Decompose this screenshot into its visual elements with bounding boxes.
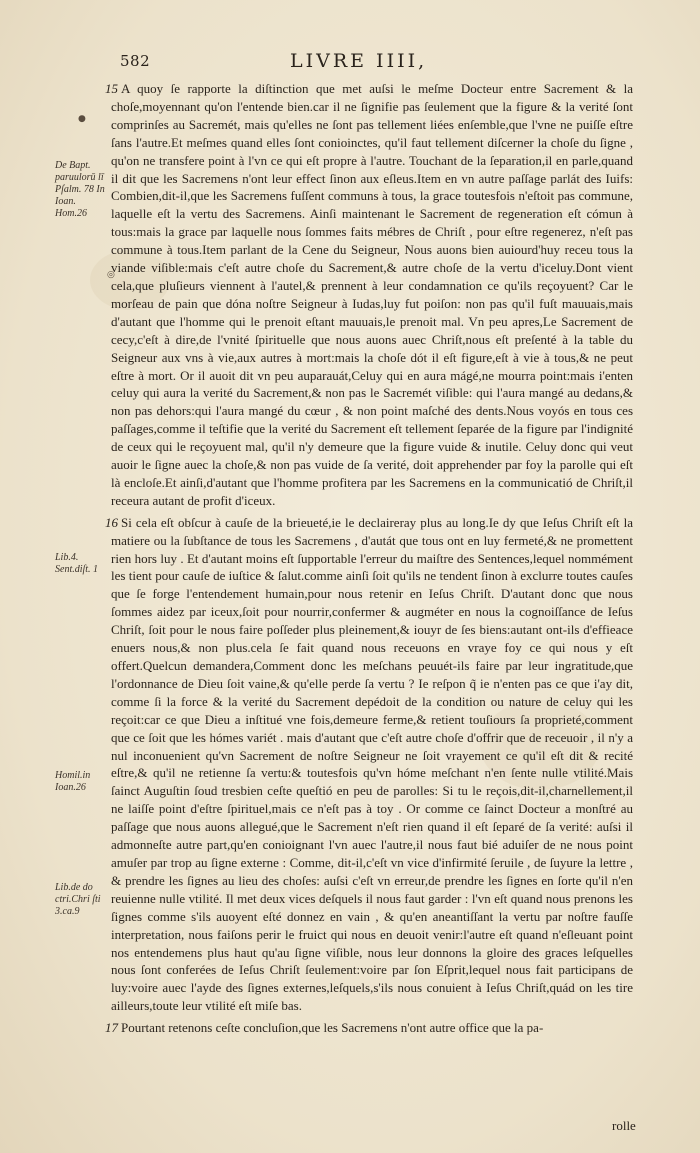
page-number: 582 xyxy=(120,52,151,70)
running-head: LIVRE IIII, xyxy=(290,50,428,72)
margin-note: Homil.in Ioan.26 xyxy=(55,770,91,793)
main-text xyxy=(105,80,633,1041)
margin-note: Lib.de do ctri.Chri ſti 3.ca.9 xyxy=(55,882,101,917)
paragraph xyxy=(105,80,633,510)
paragraph-text: A quoy ſe rapporte la diſtinction que met auſsi le meſme Docteur entre Sacrement & la choſe,moyennant qu'on l'entende bien.car il ne ſignifie pas ſeulement que la figure & la verité ſont comprinſes au Sacremét, mais qu'elles ne ſont pas tellement liées enſemble,que l'vne ne puiſſe eſtre ſans l'autre.Et meſmes quand elles ſont conioinctes, qu'il faut tellement diſcerner la choſe du ſigne , qu'on ne transfere point à l'vn ce qui eſt propre à l'autre. Touchant de la ſeparation,il en parle,quand il dit que les Sacremens n'ont leur effect ſinon aux eſleus.Item en vn autre paſſage parlát des Iuifs: Combien,dit-il,que les Sacremens fuſſent communs à tous, la grace toutesfois n'eſtoit pas commune, laquelle eſt la vertu des Sacremens. Ainſi maintenant le Sacrement de regeneration eſt cómun à tous:mais la grace par laquelle nous ſommes faits mébres de Chriſt , pour eſtre regenerez, n'eſt pas commune à tous.Item parlant de la Cene du Seigneur, Nous auons bien auiourd'huy receu tous la viande viſible:mais c'eſt autre choſe du Sacrement,& autre choſe de la vertu d'iceluy.Dont vient cela,que pluſieurs viennent à l'autel,& prennent à leur condamnation ce qu'ils reçoyuent? Car le morſeau de pain que dóna noſtre Seigneur à Iudas,luy fut poiſon: non pas qu'il fuſt mauuais,mais d'autant que l'homme qui le prenoit eſtant mauuais,le prenoit mal. Vn peu apres,Le Sacrement de cecy,c'eſt à dire,de l'vnité ſpirituelle que nous auons auec Chriſt,nous eſt preſenté à la table du Seigneur aux vns à vie,aux autres à mort:mais la choſe dót il eſt figure,eſt à vie à tous,& ne peut eſtre à mort. Or il auoit dit vn peu auparauát,Celuy qui en aura mágé,ne mourra point:mais i'enten celuy qui aura la verité du Sacrement,& non pas le Sacremét viſible: qui l'aura mangé au dedans,& non pas dehors:qui l'aura mangé du cœur , & non point maſché des dents.Nous voyós en tous ces paſſages,comme il teſtifie que la verité du Sacrement eſt tellement ſeparée de la figure par l'indignité de ceux qui le reçoyuent mal, qu'il n'y demeure que la figure vuide & inutile. Celuy donc qui veut auoir le ſigne auec la choſe,& non pas vuide de ſa verité, doit apprehender par foy la parolle qui eſt là encloſe.Et ainſi,d'autant que l'homme profitera par les Sacremens en la communicatió de Chriſt,il receura autant de profit d'iceux. xyxy=(111,81,633,508)
paragraph-number: 16 xyxy=(105,514,118,530)
paragraph xyxy=(105,1019,633,1037)
margin-note: Lib.4. Sent.diſt. 1 xyxy=(55,552,99,575)
margin-mark: ◎ xyxy=(107,270,115,280)
paragraph-number: 17 xyxy=(105,1020,118,1036)
paragraph-number: 15 xyxy=(105,81,118,96)
paragraph xyxy=(105,514,633,1015)
paragraph-text: Si cela eſt obſcur à cauſe de la brieueté,ie le declaireray plus au long.Ie dy que Ieſus Chriſt eſt la matiere ou la ſubſtance de tous les Sacremens , d'autát que tous ont en luy fermeté,& ne promettent rien hors luy . Et d'autant moins eſt ſupportable l'erreur du maiſtre des Sentences,lequel nommément les tient pour cauſe de iuſtice & ſalut.comme ainſi ſoit qu'ils ne tendent ſinon à exclurre toutes cauſes que ſe forge l'entendement humain,pour nous retenir en Ieſus Chriſt. D'autant donc que nous ſommes aidez par iceux,ſoit pour nourrir,confermer & augméter en nous la cognoiſſance de Ieſus Chriſt, ſoit pour le nous faire poſſeder plus pleinement,& iouyr de ſes biens:autant ont-ils d'effieace enuers nous,& non plus.cela ſe fait quand nous receuons en vraye foy ce qui nous y eſt offert.Quelcun demandera,Comment donc les meſchans peuuét-ils faire par leur ingratitude,que l'ordonnance de Dieu ſoit vaine,& qu'elle perde ſa vertu ? Ie reſpon q̃ ie n'enten pas ce que i'ay dit, comme ſi la force & la verité du Sacrement depédoit de la condition ou nature de celuy qui les reçoit:car ce que Dieu a inſtitué vne fois,demeure ferme,& retient touſiours ſa proprieté,comment que ce ſoit que les hómes variét . mais d'autant que c'eſt autre choſe d'offrir que de receuoir , il n'y a nul inconuenient qu'vn Sacrement de noſtre Seigneur ne ſoit vrayement ce qu'il eſt dit & recité eſtre,& qu'il ne retienne ſa vertu:& toutesfois qu'vn hóme meſchant n'en ſente nulle vtilité.Mais ſainct Auguſtin ſoud tresbien ceſte queſtió en peu de parolles: Si tu le reçois,dit-il,charnellement,il ne laiſſe point d'eſtre ſpirituel,mais ce n'eſt pas à toy . Or comme ce ſainct Docteur a monſtré au paſſage que nous auons allegué,que le Sacrement n'eſt rien quand il eſt ſeparé de ſa verité: auſsi il admonneſte autre part,qu'en conioignant l'vn auec l'autre,il nous faut bié aduiſer de ne nous point amuſer par trop au ſigne externe : Comme, dit-il,c'eſt vn vice d'infirmité ſeruile , de ſuyure la lettre , & prendre les ſignes au lieu des choſes: auſsi c'eſt vn erreur,de prendre les ſignes en ſorte qu'il n'en reuienne nulle vtilité. Il met deux vices deſquels il nous faut garder : l'vn eſt quand nous prenons les ſignes comme s'ils auoyent eſté donnez en vain , & qu'en aneantiſſant la vertu par noſtre fauſſe interpretation, nous faiſons perir le fruict qui nous en deuoit venir:l'autre eſt quand n'eſleuant point nos entendemens plus haut qu'au ſigne viſible, nous leur donnons la gloire des graces leſquelles nous ſont conferées de Ieſus Chriſt ſeulement:voire par ſon Eſprit,lequel nous fait participans de luy:voire auec l'ayde des ſignes externes,leſquels,s'ils nous conuient à Ieſus Chriſt,quád on les tire ailleurs,toute leur vtilité eſt miſe bas. xyxy=(111,514,633,1014)
margin-note: De Bapt. paruulorū lī Pſalm. 78 In Ioan. Hom.26 xyxy=(55,160,105,219)
margin-dot: ● xyxy=(78,114,86,124)
paragraph-text: Pourtant retenons ceſte concluſion,que les Sacremens n'ont autre office que la pa- xyxy=(121,1020,544,1036)
catchword: rolle xyxy=(612,1118,636,1133)
page-header xyxy=(120,50,640,74)
